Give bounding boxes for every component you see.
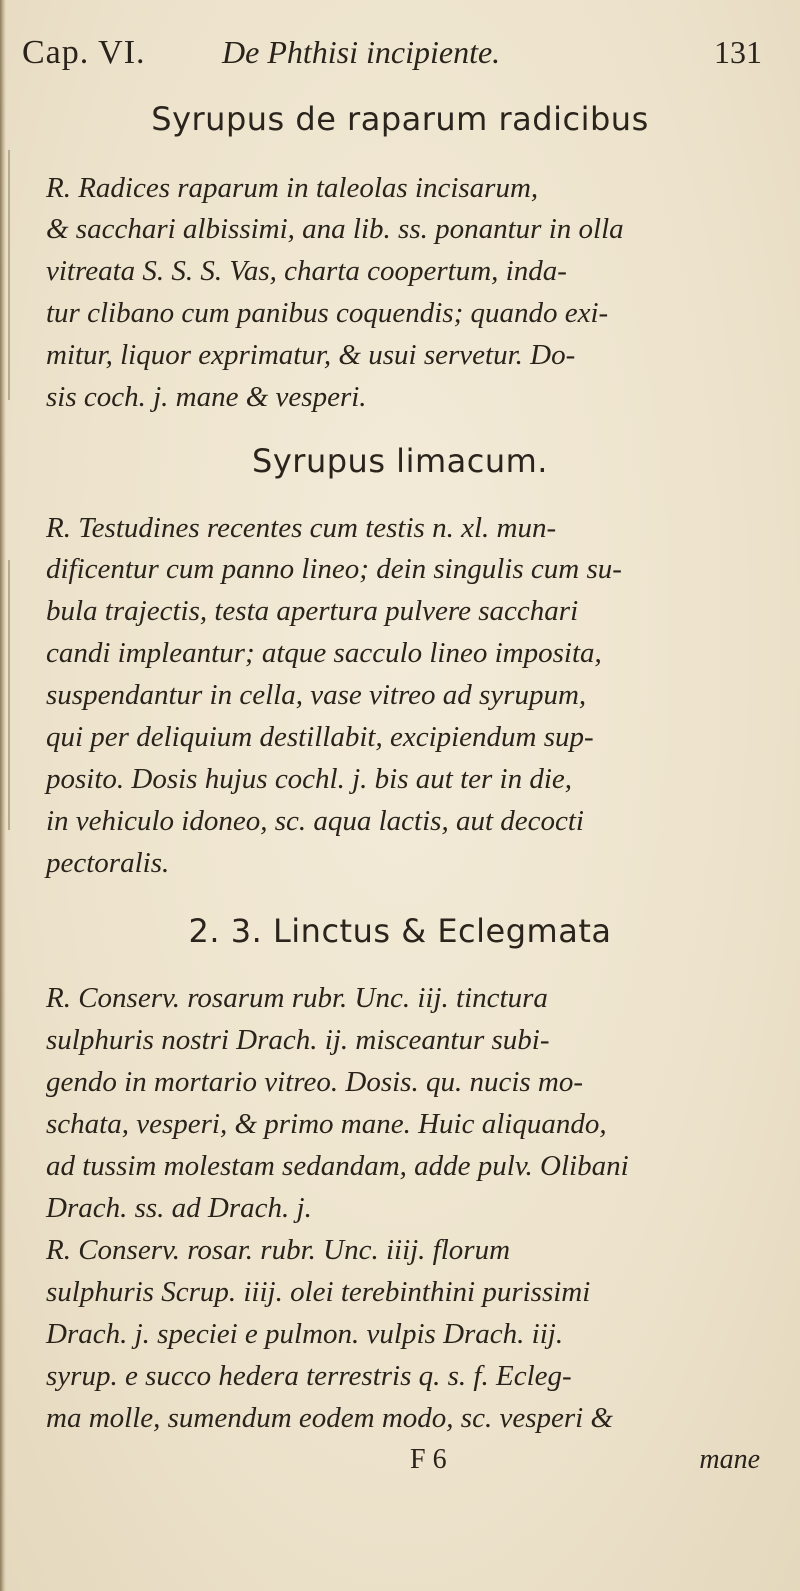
text-line: posito. Dosis hujus cochl. j. bis aut ter in die, (46, 763, 573, 795)
binding-edge (0, 0, 6, 1591)
text-line: R. Conserv. rosarum rubr. Unc. iij. tinctura (46, 982, 548, 1014)
text-line: Drach. j. speciei e pulmon. vulpis Drach. iij. (46, 1318, 564, 1350)
text-line: R. Conserv. rosar. rubr. Unc. iiij. florum (46, 1234, 511, 1266)
text-line: R. Testudines recentes cum testis n. xl. mun- (46, 512, 557, 544)
page-number: 131 (714, 34, 762, 70)
text-line: sulphuris Scrup. iiij. olei terebinthini purissimi (46, 1276, 591, 1308)
text-line: in vehiculo idoneo, sc. aqua lactis, aut decocti (46, 805, 584, 837)
chapter-title: De Phthisi incipiente. (222, 34, 501, 70)
text-line: R. Radices raparum in taleolas incisarum, (46, 172, 539, 204)
text-line: sis coch. j. mane & vesperi. (46, 381, 367, 413)
text-line: suspendantur in cella, vase vitreo ad syrupum, (46, 679, 587, 711)
margin-rule (8, 150, 10, 400)
text-line: tur clibano cum panibus coquendis; quando exi- (46, 297, 609, 329)
text-line: & sacchari albissimi, ana lib. ss. ponantur in olla (46, 213, 624, 245)
text-line: pectoralis. (46, 847, 170, 879)
signature-mark: F 6 (410, 1444, 447, 1475)
running-head (22, 34, 762, 84)
section-heading-syrupus-raparum: Syrupus de raparum radicibus (151, 100, 649, 138)
page-footer (0, 1444, 800, 1480)
text-line: syrup. e succo hedera terrestris q. s. f. Ecleg- (46, 1360, 572, 1392)
text-line: vitreata S. S. S. Vas, charta coopertum, inda- (46, 255, 567, 287)
text-line: ma molle, sumendum eodem modo, sc. vesperi & (46, 1402, 614, 1434)
text-line: schata, vesperi, & primo mane. Huic aliquando, (46, 1108, 607, 1140)
text-line: sulphuris nostri Drach. ij. misceantur subi- (46, 1024, 550, 1056)
catchword: mane (699, 1444, 760, 1475)
text-line: gendo in mortario vitreo. Dosis. qu. nucis mo- (46, 1066, 584, 1098)
chapter-number: Cap. VI. (22, 34, 146, 71)
section-heading-linctus-eclegmata: 2. 3. Linctus & Eclegmata (188, 912, 612, 950)
text-line: qui per deliquium destillabit, excipiendum sup- (46, 721, 594, 753)
margin-rule (8, 560, 10, 830)
section-heading-syrupus-limacum: Syrupus limacum. (252, 442, 548, 480)
text-line: ad tussim molestam sedandam, adde pulv. Olibani (46, 1150, 629, 1182)
text-line: mitur, liquor exprimatur, & usui servetur. Do- (46, 339, 576, 371)
text-line: dificentur cum panno lineo; dein singulis cum su- (46, 553, 622, 585)
text-line: bula trajectis, testa apertura pulvere sacchari (46, 595, 579, 627)
text-line: Drach. ss. ad Drach. j. (46, 1192, 312, 1224)
text-line: candi impleantur; atque sacculo lineo imposita, (46, 637, 602, 669)
